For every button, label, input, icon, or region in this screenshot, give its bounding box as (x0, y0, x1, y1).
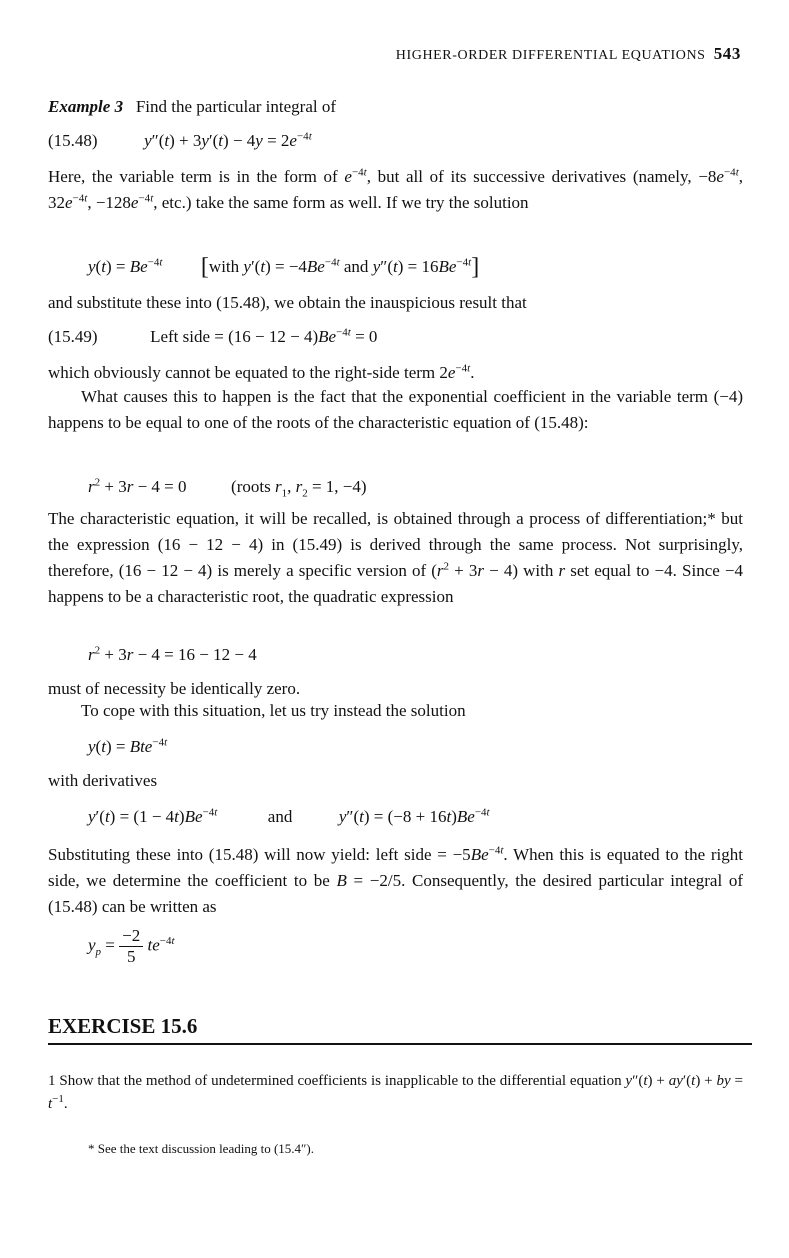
example-heading (48, 94, 743, 120)
paragraph-7: To cope with this situation, let us try instead the solution (81, 701, 466, 720)
derivatives-line: $y'(t) = (1 - 4t)Be^{-4t}$ and $y''(t) = (-8 + 16t)Be^{-4t}$ (88, 806, 490, 826)
running-head-title: HIGHER-ORDER DIFFERENTIAL EQUATIONS (395, 48, 706, 63)
exercise-item-number: 1 (48, 1073, 56, 1089)
fraction-numerator: −2 (119, 926, 143, 947)
equation-15-49: (15.49) Left side = $(16 - 12 - 4)Be^{-4t} = 0$ (48, 326, 378, 346)
paragraph-2: and substitute these into (15.48), we obtain the inauspicious result that (48, 293, 527, 312)
footnote: * See the text discussion leading to (15.4″). (88, 1141, 315, 1156)
paragraph-4: What causes this to happen is the fact that the exponential coefficient in the variable term (−4) happens to be equal to one of the roots of the characteristic equation of (15.48): (48, 387, 743, 432)
and-word: and (267, 807, 293, 826)
paragraph-3: which obviously cannot be equated to the right-side term $2e^{-4t}$. (48, 362, 475, 382)
trial-solution: $y(t) = Be^{-4t}$ [with $y'(t) = -4Be^{-4t}$ and $y''(t) = 16Be^{-4t}$] (88, 254, 480, 280)
particular-integral: $y_p$ = $\frac{-2}{5}$ $te^{-4t}$ (88, 926, 175, 966)
page-number: 543 (713, 44, 741, 63)
running-head (396, 44, 741, 64)
trial-solution-2: y(t) = Bte$^{-4t}$ (88, 736, 168, 756)
example-intro: Find the particular integral of (135, 97, 337, 116)
fraction-denominator: 5 (126, 947, 136, 966)
paragraph-6: must of necessity be identically zero. (48, 679, 301, 698)
equation-15-48 (48, 128, 312, 154)
exercise-title: EXERCISE 15.6 (48, 1014, 198, 1038)
paragraph-1: Here, the variable term is in the form of $e^{-4t}$, but all of its successive derivatives (namely, $-8e^{-4t}$, $32e^{-4t}$, $-128e^{-4t}$, etc.) take the same form as well. If we try the solution (48, 166, 743, 212)
fraction (119, 926, 143, 967)
exercise-item-1: 1 Show that the method of undetermined coefficients is inapplicable to the differential equation y″(t) + ay′(t) + by = $t^{-1}$. (48, 1073, 743, 1112)
characteristic-equation: $r^2 + 3r - 4 = 0$ (roots $r_1$, $r_2 = 1$, −4) (88, 476, 367, 500)
paragraph-8: with derivatives (48, 771, 158, 790)
paragraph-5: The characteristic equation, it will be recalled, is obtained through a process of differentiation;* but the expression (16 − 12 − 4) in (15.49) is derived through the same process. Not surprisingly, therefore, (16 − 12 − 4) is merely a specific version of $(r^2 + 3r - 4)$ with r set equal to −4. Since −4 happens to be a characteristic root, the quadratic expression (48, 509, 743, 606)
paragraph-9: Substituting these into (15.48) will now yield: left side = $-5Be^{-4t}$. When this is equated to the right side, we determine the coefficient to be B = −2/5. Consequently, the desired particular integral of (15.48) can be written as (48, 844, 744, 916)
equation-number: (15.48) (48, 131, 98, 150)
section-rule (48, 1043, 752, 1045)
quadratic-expression: $r^2 + 3r - 4 = 16 - 12 - 4$ (88, 644, 257, 664)
equation-body: $y''(t) + 3y'(t) - 4y = 2e^{-4t}$ (144, 130, 312, 150)
equation-number: (15.49) (48, 327, 98, 346)
example-label: Example 3 (48, 97, 124, 116)
